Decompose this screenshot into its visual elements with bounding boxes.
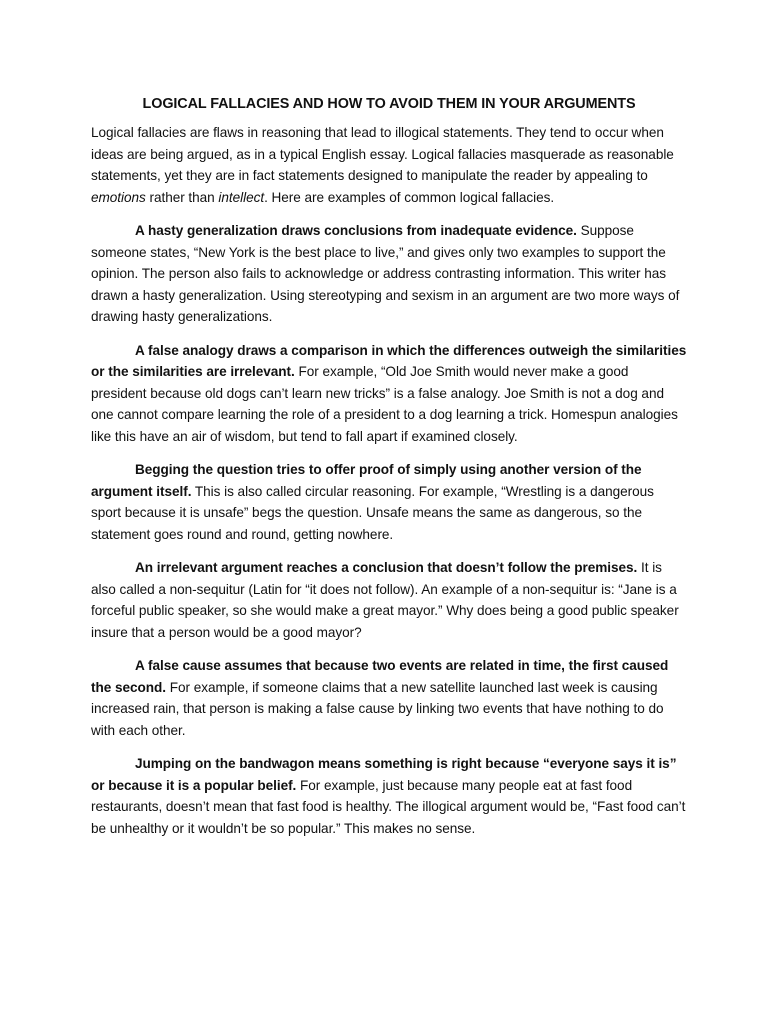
fallacy-paragraph-begging-the-question	[91, 459, 687, 545]
fallacy-body: Suppose someone states, “New York is the best place to live,” and gives only two examples to support the opinion. The person also fails to acknowledge or address contrasting information. This writer has drawn a hasty generalization. Using stereotyping and sexism in an argument are two more ways of drawing hasty generalizations.	[91, 223, 680, 324]
fallacy-heading: A hasty generalization draws conclusions from inadequate evidence.	[135, 223, 577, 238]
intro-paragraph	[91, 122, 687, 208]
fallacy-body: For example, if someone claims that a new satellite launched last week is causing increased rain, that person is making a false cause by linking two events that have nothing to do with each other.	[91, 679, 664, 738]
document-body	[91, 94, 687, 851]
fallacy-paragraph-bandwagon	[91, 753, 687, 839]
fallacy-heading: Begging the question tries to offer proof of simply using another version of the argument itself.	[91, 462, 642, 499]
fallacy-body: It is also called a non-sequitur (Latin for “it does not follow). An example of a non-sequitur is: “Jane is a forceful public speaker, so she would make a great mayor.” Why does being a good public speaker insure that a person would be a good mayor?	[91, 560, 679, 640]
fallacy-heading: A false cause assumes that because two events are related in time, the first caused the second.	[91, 658, 669, 695]
intro-text-1: Logical fallacies are flaws in reasoning that lead to illogical statements. They tend to occur when ideas are being argued, as in a typical English essay. Logical fallacies masquerade as reasonable statements, yet they are in fact statements designed to manipulate the reader by appealing to	[91, 125, 674, 183]
fallacy-paragraph-false-analogy	[91, 340, 687, 448]
intro-emphasis-intellect: intellect	[218, 189, 265, 205]
intro-text-3: . Here are examples of common logical fallacies.	[264, 189, 555, 205]
fallacy-paragraph-irrelevant-argument	[91, 557, 687, 643]
fallacy-paragraph-false-cause	[91, 655, 687, 741]
intro-text-2: rather than	[145, 189, 219, 205]
fallacy-body: This is also called circular reasoning. For example, “Wrestling is a dangerous sport because it is unsafe” begs the question. Unsafe means the same as dangerous, so the statement goes round and round, getting nowhere.	[91, 483, 654, 542]
fallacy-heading: An irrelevant argument reaches a conclusion that doesn’t follow the premises.	[135, 560, 638, 575]
fallacy-heading: Jumping on the bandwagon means something is right because “everyone says it is” or because it is a popular belief.	[91, 756, 677, 793]
page-title: LOGICAL FALLACIES AND HOW TO AVOID THEM IN YOUR ARGUMENTS	[142, 96, 636, 112]
intro-emphasis-emotions: emotions	[91, 189, 146, 205]
fallacy-body: For example, “Old Joe Smith would never make a good president because old dogs can’t learn new tricks” is a false analogy. Joe Smith is not a dog and one cannot compare learning the role of a president to a dog learning a trick. Homespun analogies like this have an air of wisdom, but tend to fall apart if examined closely.	[91, 364, 678, 444]
fallacy-paragraph-hasty-generalization	[91, 220, 687, 328]
fallacy-heading: A false analogy draws a comparison in which the differences outweigh the similarities or the similarities are irrelevant.	[91, 342, 687, 379]
fallacy-body: For example, just because many people eat at fast food restaurants, doesn’t mean that fast food is healthy. The illogical argument would be, “Fast food can’t be unhealthy or it wouldn’t be so popular.” This makes no sense.	[91, 777, 686, 836]
